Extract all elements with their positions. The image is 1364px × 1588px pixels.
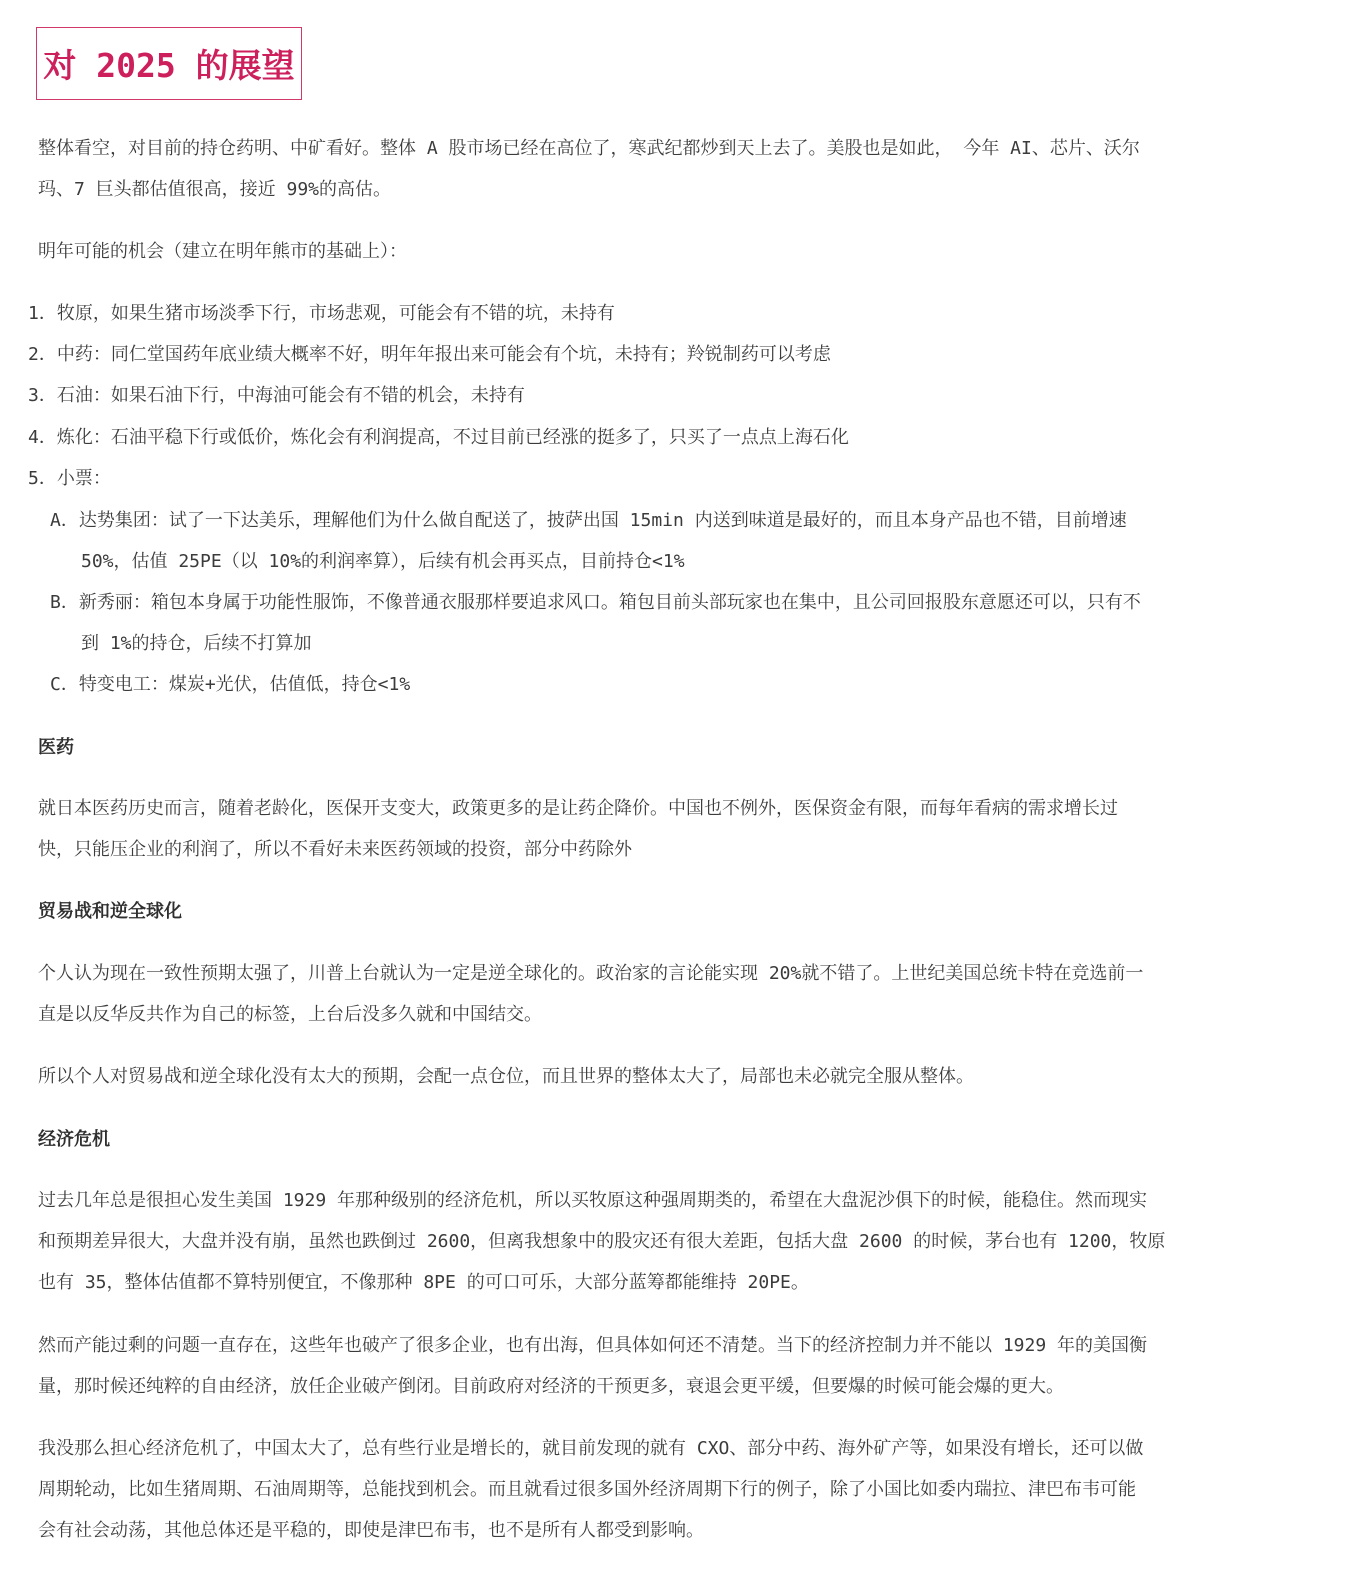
medicine-line-2: 快，只能压企业的利润了，所以不看好未来医药领域的投资，部分中药除外 — [38, 839, 632, 860]
intro-line-2: 玛、7 巨头都估值很高，接近 99%的高估。 — [38, 179, 392, 200]
list-item: 3．石油：如果石油下行，中海油可能会有不错的机会，未持有 — [28, 385, 525, 406]
page-title: 对 2025 的展望 — [43, 46, 295, 85]
list-item: 4．炼化：石油平稳下行或低价，炼化会有利润提高，不过目前已经涨的挺多了，只买了一点点上海石化 — [28, 427, 849, 448]
list-item: 5．小票： — [28, 468, 111, 489]
list-item: 2．中药：同仁堂国药年底业绩大概率不好，明年年报出来可能会有个坑，未持有；羚锐制药可以考虑 — [28, 344, 831, 365]
section-heading-crisis: 经济危机 — [38, 1129, 110, 1150]
crisis-p1-line-1: 过去几年总是很担心发生美国 1929 年那种级别的经济危机，所以买牧原这种强周期类的，希望在大盘泥沙俱下的时候，能稳住。然而现实 — [38, 1190, 1148, 1211]
sub-list-item: B．新秀丽：箱包本身属于功能性服饰，不像普通衣服那样要追求风口。箱包目前头部玩家也在集中，且公司回报股东意愿还可以，只有不 — [50, 592, 1141, 613]
sub-list-item: A．达势集团：试了一下达美乐，理解他们为什么做自配送了，披萨出国 15min 内送到味道是最好的，而且本身产品也不错，目前增速 — [50, 510, 1127, 531]
crisis-p2-line-1: 然而产能过剩的问题一直存在，这些年也破产了很多企业，也有出海，但具体如何还不清楚。当下的经济控制力并不能以 1929 年的美国衡 — [38, 1335, 1148, 1356]
crisis-p3-line-3: 会有社会动荡，其他总体还是平稳的，即使是津巴布韦，也不是所有人都受到影响。 — [38, 1520, 704, 1541]
crisis-p1-line-3: 也有 35，整体估值都不算特别便宜，不像那种 8PE 的可口可乐，大部分蓝筹都能维持 20PE。 — [38, 1272, 809, 1293]
title-box — [36, 27, 302, 100]
trade-war-p1-line-2: 直是以反华反共作为自己的标签，上台后没多久就和中国结交。 — [38, 1004, 542, 1025]
opportunity-intro: 明年可能的机会（建立在明年熊市的基础上）： — [38, 241, 407, 262]
crisis-p3-line-1: 我没那么担心经济危机了，中国太大了，总有些行业是增长的，就目前发现的就有 CXO、部分中药、海外矿产等，如果没有增长，还可以做 — [38, 1438, 1144, 1459]
crisis-p3-line-2: 周期轮动，比如生猪周期、石油周期等，总能找到机会。而且就看过很多国外经济周期下行的例子，除了小国比如委内瑞拉、津巴布韦可能 — [38, 1479, 1136, 1500]
sub-list-item-continuation: 50%，估值 25PE（以 10%的利润率算），后续有机会再买点，目前持仓<1% — [81, 551, 685, 572]
crisis-p2-line-2: 量，那时候还纯粹的自由经济，放任企业破产倒闭。目前政府对经济的干预更多，衰退会更平缓，但要爆的时候可能会爆的更大。 — [38, 1376, 1064, 1397]
trade-war-p2: 所以个人对贸易战和逆全球化没有太大的预期，会配一点仓位，而且世界的整体太大了，局部也未必就完全服从整体。 — [38, 1066, 974, 1087]
list-item: 1．牧原，如果生猪市场淡季下行，市场悲观，可能会有不错的坑，未持有 — [28, 303, 615, 324]
intro-line-1: 整体看空，对目前的持仓药明、中矿看好。整体 A 股市场已经在高位了，寒武纪都炒到天上去了。美股也是如此， 今年 AI、芯片、沃尔 — [38, 138, 1140, 159]
sub-list-item: C．特变电工：煤炭+光伏，估值低，持仓<1% — [50, 674, 411, 695]
section-heading-trade-war: 贸易战和逆全球化 — [38, 901, 182, 922]
medicine-line-1: 就日本医药历史而言，随着老龄化，医保开支变大，政策更多的是让药企降价。中国也不例外，医保资金有限，而每年看病的需求增长过 — [38, 798, 1118, 819]
crisis-p1-line-2: 和预期差异很大，大盘并没有崩，虽然也跌倒过 2600，但离我想象中的股灾还有很大差距，包括大盘 2600 的时候，茅台也有 1200，牧原 — [38, 1231, 1166, 1252]
sub-list-item-continuation: 到 1%的持仓，后续不打算加 — [81, 633, 312, 654]
section-heading-medicine: 医药 — [38, 737, 74, 758]
trade-war-p1-line-1: 个人认为现在一致性预期太强了，川普上台就认为一定是逆全球化的。政治家的言论能实现 20%就不错了。上世纪美国总统卡特在竞选前一 — [38, 963, 1144, 984]
